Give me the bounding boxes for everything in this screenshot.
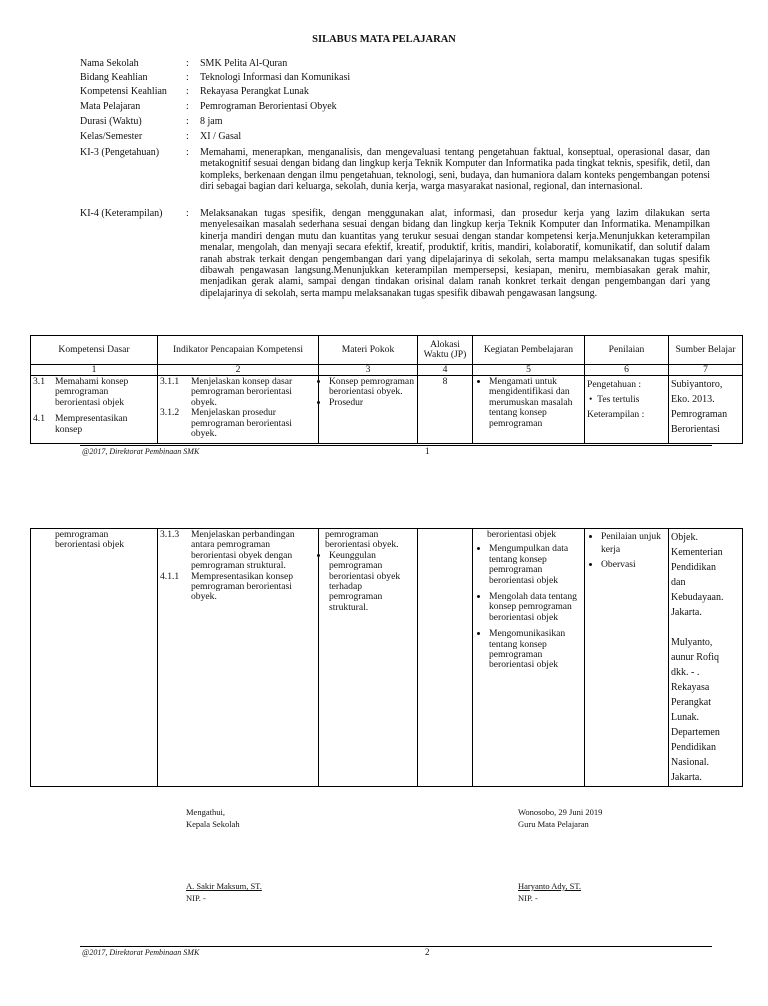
sumber-line: Berorientasi [671, 424, 720, 435]
header-alokasi: Alokasi Waktu (JP) [418, 336, 473, 365]
cell-kegiatan [473, 376, 585, 444]
syllabus-table-page1 [30, 335, 743, 444]
cell-alokasi: 8 [418, 376, 473, 444]
column-number: 6 [585, 365, 669, 376]
ki3-text: Memahami, menerapkan, menganalisis, dan mengevaluasi tentang pengetahuan faktual, konseptual, operasional dasar, dan metakognitif sesuai dengan bidang dan lingkup kerja Teknik Komputer dan Informatika pada tingkat teknis, spesifik, detil, dan kompleks, berkenaan dengan ilmu pengetahuan, teknologi, seni, budaya, dan humaniora dalam konteks pengembangan potensi diri sebagai bagian dari keluarga, sekolah, dunia kerja, warga masyarakat nasional, regional, dan internasional. [200, 147, 710, 193]
signature-left-name: A. Sakir Maksum, ST. [186, 881, 262, 891]
signature-left-nip: NIP. - [186, 893, 206, 903]
column-number: 7 [669, 365, 743, 376]
bullet: • [589, 394, 598, 405]
table-row [31, 376, 743, 444]
materi-item: • Konsep pemrograman berorientasi obyek. [329, 377, 415, 398]
sumber-line: Subiyantoro, [671, 379, 723, 390]
indikator-text: Menjelaskan konsep dasar pemrograman berorientasi obyek. [191, 376, 293, 408]
footer-divider [80, 445, 712, 446]
penilaian-item: • Obervasi [601, 558, 666, 571]
kd-number: 4.1 [33, 413, 45, 425]
kd-text: Memahami konsep pemrograman berorientasi objek [55, 376, 129, 408]
page-number: 1 [425, 446, 430, 456]
cell-sumber [669, 376, 743, 444]
ki4-text: Melaksanakan tugas spesifik, dengan menggunakan alat, informasi, dan prosedur kerja yang lazim dilakukan serta menyelesaikan masalah sederhana sesuai dengan bidang dan lingkup kerja Teknik Komputer dan Informatika. Menampilkan kinerja mandiri dengan mutu dan kuantitas yang terukur sesuai dengan standar kompetensi kerja.Menunjukkan keterampilan menalar, mengolah, dan menyaji secara efektif, kreatif, produktif, kritis, mandiri, kolaboratif, komunikatif, dan solutif dalam ranah abstrak terkait dengan pengembangan dari yang dipelajarinya di sekolah, serta mampu melaksanakan tugas spesifik dibawah pengawasan langsung.Menunjukkan keterampilan mempersepsi, kesiapan, meniru, membiasakan gerak mahir, menjadikan gerak alami, sampai dengan tindakan orisinal dalam ranah konkret terkait dengan pengembangan dari yang dipelajarinya di sekolah, serta mampu melaksanakan tugas spesifik dibawah pengawasan langsung. [200, 208, 710, 299]
sumber-line: Mulyanto, [671, 637, 713, 648]
colon: : [186, 58, 189, 69]
header-kegiatan: Kegiatan Pembelajaran [473, 336, 585, 365]
sumber-line: Rekayasa [671, 682, 710, 693]
cell-kegiatan [473, 529, 585, 787]
colon: : [186, 86, 189, 97]
info-label-competence: Kompetensi Keahlian [80, 86, 167, 97]
indikator-text: Menjelaskan perbandingan antara pemrograman berorientasi obyek dengan pemrograman struktural. [191, 529, 295, 572]
penilaian-keterampilan: Keterampilan : [587, 409, 645, 420]
ki4-label: KI-4 (Keterampilan) [80, 208, 163, 219]
kegiatan-continuation: berorientasi objek [487, 529, 556, 540]
page-number: 2 [425, 947, 430, 957]
signature-right [518, 806, 602, 904]
signature-right-name: Haryanto Ady, ST. [518, 881, 582, 891]
sumber-line: Nasional. [671, 757, 710, 768]
column-number: 1 [31, 365, 158, 376]
header-sumber: Sumber Belajar [669, 336, 743, 365]
info-value-competence: Rekayasa Perangkat Lunak [200, 86, 309, 97]
indikator-text: Mempresentasikan konsep pemrograman berorientasi obyek. [191, 570, 294, 603]
indikator-number: 3.1.3 [160, 529, 180, 540]
column-number: 5 [473, 365, 585, 376]
colon: : [186, 116, 189, 127]
header-materi: Materi Pokok [319, 336, 418, 365]
colon: : [186, 208, 189, 219]
colon: : [186, 147, 189, 158]
cell-sumber [669, 529, 743, 787]
info-value-duration: 8 jam [200, 116, 223, 127]
column-number: 3 [319, 365, 418, 376]
sumber-line: Kebudayaan. [671, 592, 724, 603]
signature-right-line1: Wonosobo, 29 Juni 2019 [518, 807, 603, 817]
materi-item: • Prosedur [329, 398, 415, 408]
sumber-line: Pendidikan [671, 562, 716, 573]
sumber-line: Jakarta. [671, 607, 702, 618]
header-penilaian: Penilaian [585, 336, 669, 365]
penilaian-item: • Penilaian unjuk kerja [601, 530, 666, 556]
penilaian-tes-text: Tes tertulis [597, 394, 640, 405]
sumber-blank [671, 620, 740, 635]
ki3-label: KI-3 (Pengetahuan) [80, 147, 160, 158]
cell-alokasi [418, 529, 473, 787]
materi-item: • Keunggulan pemrograman berorientasi obyek terhadap pemrograman struktural. [329, 551, 415, 613]
kegiatan-item: • Mengamati untuk mengidentifikasi dan merumuskan masalah tentang konsep pemrograman [489, 377, 582, 429]
signature-left [186, 806, 262, 904]
kegiatan-item: • Mengomunikasikan tentang konsep pemrograman berorientasi objek [489, 629, 582, 671]
colon: : [186, 131, 189, 142]
indikator-number: 4.1.1 [160, 570, 180, 582]
info-value-field: Teknologi Informasi dan Komunikasi [200, 72, 351, 83]
column-number: 4 [418, 365, 473, 376]
indikator-number: 3.1.1 [160, 376, 180, 387]
info-label-duration: Durasi (Waktu) [80, 116, 142, 127]
table-row [31, 529, 743, 787]
info-label-subject: Mata Pelajaran [80, 101, 141, 112]
info-value-school: SMK Pelita Al-Quran [200, 58, 288, 69]
penilaian-pengetahuan: Pengetahuan : [587, 379, 642, 390]
footer-copyright: @2017, Direktorat Pembinaan SMK [82, 447, 200, 456]
sumber-line: Perangkat [671, 697, 711, 708]
cell-indikator [158, 529, 319, 787]
sumber-line: Departemen [671, 727, 720, 738]
cell-penilaian [585, 529, 669, 787]
syllabus-table-page2 [30, 528, 743, 787]
cell-kompetensi-dasar [31, 376, 158, 444]
indikator-number: 3.1.2 [160, 407, 180, 419]
footer-copyright: @2017, Direktorat Pembinaan SMK [82, 948, 200, 957]
indikator-text: Menjelaskan prosedur pemrograman berorientasi obyek. [191, 407, 292, 440]
sumber-line: Kementerian [671, 547, 723, 558]
kd-number: 3.1 [33, 376, 45, 387]
header-indikator: Indikator Pencapaian Kompetensi [158, 336, 319, 365]
cell-materi [319, 376, 418, 444]
sumber-line: Pemrograman [671, 409, 728, 420]
kegiatan-item: • Mengumpulkan data tentang konsep pemrograman berorientasi objek [489, 544, 582, 586]
cell-materi [319, 529, 418, 787]
cell-indikator [158, 376, 319, 444]
kegiatan-item: • Mengolah data tentang konsep pemrograman berorientasi objek [489, 592, 582, 623]
sumber-line: Eko. 2013. [671, 394, 715, 405]
colon: : [186, 72, 189, 83]
penilaian-tes [587, 392, 666, 407]
sumber-line: dkk. - . [671, 667, 700, 678]
cell-penilaian [585, 376, 669, 444]
sumber-line: aunur Rofiq [671, 652, 720, 663]
sumber-line: Objek. [671, 532, 698, 543]
sumber-line: Pendidikan [671, 742, 716, 753]
document-title: SILABUS MATA PELAJARAN [312, 34, 456, 45]
column-number: 2 [158, 365, 319, 376]
signature-left-line2: Kepala Sekolah [186, 819, 240, 829]
header-kompetensi-dasar: Kompetensi Dasar [31, 336, 158, 365]
info-label-school: Nama Sekolah [80, 58, 139, 69]
info-value-subject: Pemrograman Berorientasi Obyek [200, 101, 337, 112]
info-label-field: Bidang Keahlian [80, 72, 148, 83]
footer-divider [80, 946, 712, 947]
sumber-line: dan [671, 577, 686, 588]
signature-right-line2: Guru Mata Pelajaran [518, 819, 589, 829]
cell-kompetensi-dasar: pemrograman berorientasi objek [31, 529, 158, 787]
sumber-line: Lunak. [671, 712, 700, 723]
signature-right-nip: NIP. - [518, 893, 538, 903]
materi-continuation: pemrograman berorientasi obyek. [325, 529, 399, 551]
info-label-class: Kelas/Semester [80, 131, 143, 142]
signature-left-line1: Mengathui, [186, 807, 225, 817]
colon: : [186, 101, 189, 112]
kd-text: Mempresentasikan konsep [55, 413, 128, 435]
sumber-line: Jakarta. [671, 772, 702, 783]
info-value-class: XI / Gasal [200, 131, 242, 142]
